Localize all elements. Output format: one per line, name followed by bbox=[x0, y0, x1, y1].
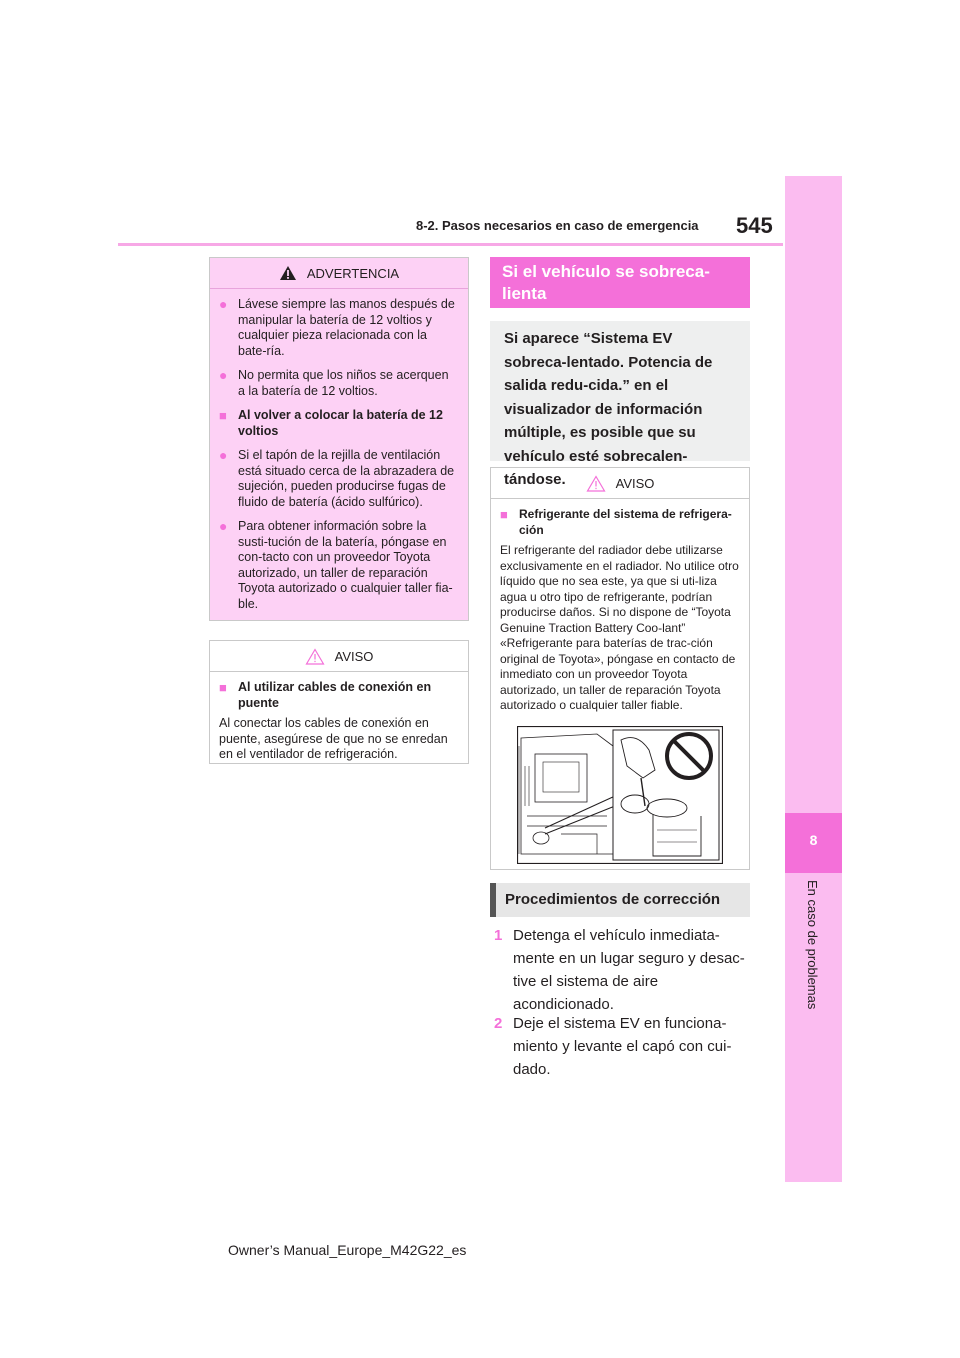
coolant-reservoir-illustration bbox=[517, 726, 723, 864]
warning-item bbox=[219, 448, 458, 510]
header-rule bbox=[118, 243, 783, 246]
warning-box bbox=[209, 257, 469, 621]
bullet-square-icon: ■ bbox=[219, 408, 227, 423]
warning-item bbox=[219, 519, 458, 612]
step-text: Detenga el vehículo inmediata-mente en un lugar seguro y desac-tive el sistema de aire acondicionado. bbox=[513, 927, 745, 1013]
warning-body bbox=[210, 289, 468, 612]
warning-item bbox=[219, 297, 458, 359]
procedures-title: Procedimientos de corrección bbox=[490, 883, 750, 917]
footer-manual-id: Owner’s Manual_Europe_M42G22_es bbox=[228, 1242, 467, 1258]
bullet-square-icon: ■ bbox=[219, 680, 227, 695]
caution-triangle-icon bbox=[586, 475, 606, 492]
notice-body bbox=[210, 672, 468, 763]
bullet-dot-icon: ● bbox=[219, 367, 228, 383]
bullet-square-icon: ■ bbox=[500, 507, 508, 522]
caution-triangle-icon bbox=[305, 648, 325, 665]
page-number: 545 bbox=[736, 213, 773, 238]
notice-box-jumper-cables bbox=[209, 640, 469, 764]
notice-header bbox=[210, 641, 468, 672]
bullet-dot-icon: ● bbox=[219, 447, 228, 463]
warning-item-text: Lávese siempre las manos después de manipular la batería de 12 voltios y cualquier pieza relacionada con la bate-ría. bbox=[238, 297, 455, 358]
notice-heading: Refrigerante del sistema de refrigera-ción bbox=[519, 507, 732, 537]
notice-body bbox=[491, 499, 749, 714]
step-number: 1 bbox=[494, 927, 503, 944]
warning-box-header bbox=[210, 258, 468, 289]
warning-item-text: Para obtener información sobre la susti-tución de la batería, póngase en con-tacto con un proveedor Toyota autorizado, un taller de reparación Toyota autorizado o cualquier taller fia-ble. bbox=[238, 519, 453, 611]
warning-item-text: Si el tapón de la rejilla de ventilación está situado cerca de la abrazadera de sujeción, pueden producirse fugas de fluido de batería (ácido sulfúrico). bbox=[238, 448, 455, 509]
notice-text: Al conectar los cables de conexión en puente, asegúrese de que no se enredan en el ventilador de refrigeración. bbox=[219, 716, 448, 761]
chapter-side-tab bbox=[785, 176, 842, 1182]
bullet-dot-icon: ● bbox=[219, 518, 228, 534]
warning-triangle-icon bbox=[279, 265, 297, 281]
procedure-step bbox=[494, 1012, 750, 1081]
warning-item bbox=[219, 368, 458, 399]
bullet-dot-icon: ● bbox=[219, 296, 228, 312]
step-text: Deje el sistema EV en funciona-miento y levante el capó con cui-dado. bbox=[513, 1015, 732, 1078]
chapter-label: En caso de problemas bbox=[805, 880, 820, 1010]
warning-item-text: No permita que los niños se acerquen a la batería de 12 voltios. bbox=[238, 368, 449, 398]
warning-subheading-text: Al volver a colocar la batería de 12 voltios bbox=[238, 408, 443, 438]
procedure-step bbox=[494, 924, 750, 1016]
notice-title: AVISO bbox=[615, 475, 655, 491]
notice-heading: Al utilizar cables de conexión en puente bbox=[238, 680, 432, 710]
notice-subheading bbox=[500, 507, 739, 538]
step-number: 2 bbox=[494, 1015, 503, 1032]
section-title: 8-2. Pasos necesarios en caso de emergencia bbox=[416, 218, 699, 233]
notice-header bbox=[491, 468, 749, 499]
warning-title: ADVERTENCIA bbox=[306, 265, 400, 281]
notice-title: AVISO bbox=[334, 648, 374, 664]
overheat-summary: Si aparece “Sistema EV sobreca-lentado. Potencia de salida redu-cida.” en el visualizador de información múltiple, es posible que su vehículo esté sobrecalen-tándose. bbox=[490, 321, 750, 461]
notice-subheading bbox=[219, 680, 458, 711]
warning-subheading bbox=[219, 408, 458, 439]
overheat-section-title: Si el vehículo se sobreca-lienta bbox=[490, 257, 750, 308]
chapter-number: 8 bbox=[809, 832, 818, 848]
notice-text: El refrigerante del radiador debe utilizarse exclusivamente en el radiador. No utilice otro líquido que no sea este, ya que si uti-liza agua u otro tipo de refrigerante, podrían producirse daños. Si no dispone de “Toyota Genuine Traction Battery Coo-lant” «Refrigerante para baterías de trac-ción original de Toyota», póngase en contacto de inmediato con un proveedor Toyota autorizado, un taller de reparación Toyota autorizado o cualquier taller fiable. bbox=[500, 543, 739, 712]
